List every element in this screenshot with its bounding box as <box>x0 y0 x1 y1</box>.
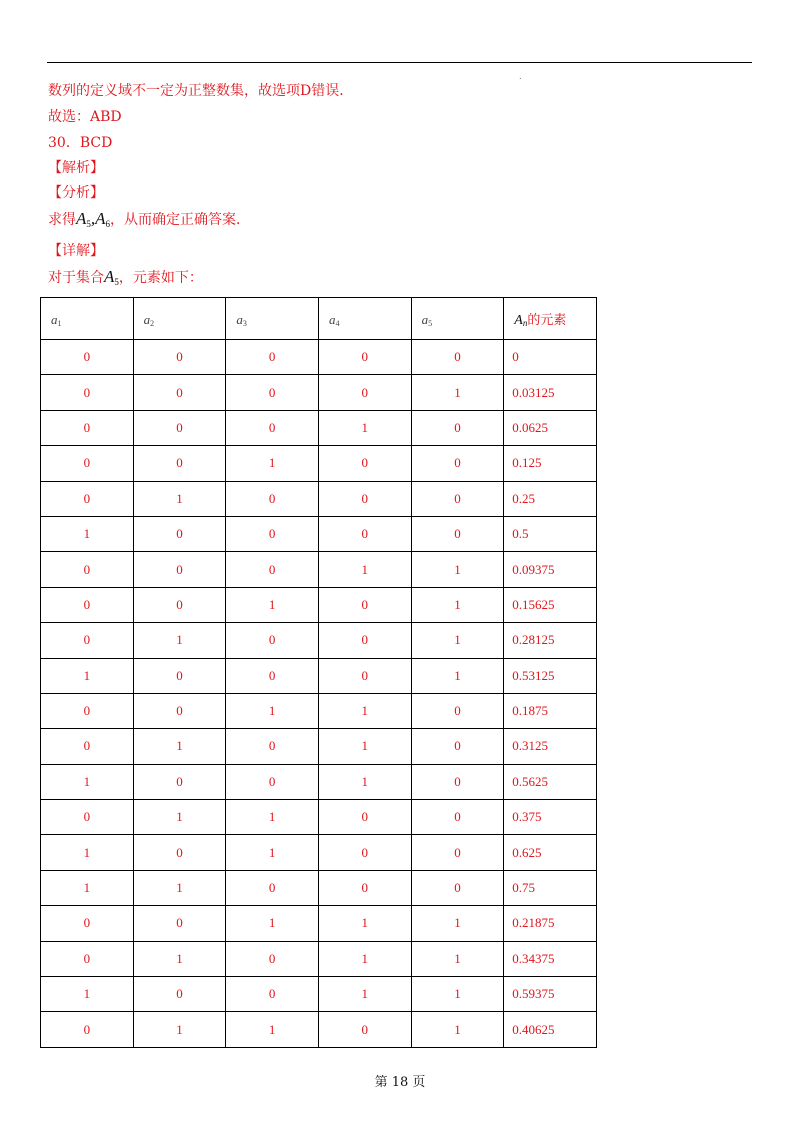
text-line-8 <box>48 268 203 291</box>
text-line-6-start: 求得 <box>48 212 76 228</box>
table-cell-digit: 1 <box>133 941 226 976</box>
table-cell-digit: 0 <box>318 516 411 551</box>
table-body <box>41 340 597 1048</box>
table-cell-digit: 0 <box>133 764 226 799</box>
table-cell-digit: 1 <box>226 800 319 835</box>
table-cell-value: 0.21875 <box>504 906 597 941</box>
text-line-3: 30．BCD <box>48 135 113 151</box>
table-cell-digit: 1 <box>411 1012 504 1047</box>
table-cell-digit: 1 <box>226 446 319 481</box>
table-cell-digit: 1 <box>318 764 411 799</box>
table-cell-digit: 1 <box>133 481 226 516</box>
table-cell-digit: 0 <box>411 446 504 481</box>
table-cell-digit: 0 <box>318 340 411 375</box>
table-cell-value: 0.25 <box>504 481 597 516</box>
table-row <box>41 375 597 410</box>
table-cell-digit: 1 <box>318 693 411 728</box>
table-cell-digit: 0 <box>226 375 319 410</box>
table-row <box>41 977 597 1012</box>
table-cell-digit: 0 <box>41 552 134 587</box>
table-cell-digit: 0 <box>41 587 134 622</box>
table-cell-digit: 0 <box>411 729 504 764</box>
table-row <box>41 729 597 764</box>
text-line-1: 数列的定义域不一定为正整数集，故选项D错误． <box>48 83 354 99</box>
table-row <box>41 587 597 622</box>
table-cell-digit: 0 <box>226 729 319 764</box>
table-cell-digit: 1 <box>411 658 504 693</box>
table-row <box>41 906 597 941</box>
table-cell-value: 0.75 <box>504 870 597 905</box>
table-cell-digit: 0 <box>41 800 134 835</box>
table-cell-digit: 0 <box>226 764 319 799</box>
table-cell-value: 0.28125 <box>504 623 597 658</box>
table-cell-digit: 1 <box>226 906 319 941</box>
table-cell-digit: 0 <box>411 410 504 445</box>
table-cell-digit: 1 <box>41 516 134 551</box>
table-row <box>41 410 597 445</box>
table-cell-digit: 1 <box>133 800 226 835</box>
table-cell-value: 0.09375 <box>504 552 597 587</box>
table-cell-digit: 0 <box>41 410 134 445</box>
header-a3: $a_3$ <box>226 298 319 340</box>
header-dot: . <box>519 72 522 81</box>
text-line-6 <box>48 210 250 233</box>
table-header-row <box>41 298 597 340</box>
math-comma: , <box>90 209 96 228</box>
text-line-8-end: ，元素如下： <box>118 270 203 286</box>
table-cell-digit: 0 <box>411 693 504 728</box>
table-cell-digit: 1 <box>411 552 504 587</box>
table-cell-digit: 1 <box>318 977 411 1012</box>
table-cell-value: 0.40625 <box>504 1012 597 1047</box>
table-cell-digit: 0 <box>411 764 504 799</box>
table-cell-digit: 0 <box>226 941 319 976</box>
table-cell-value: 0 <box>504 340 597 375</box>
table-cell-digit: 0 <box>226 340 319 375</box>
table-cell-digit: 1 <box>133 870 226 905</box>
table-cell-digit: 0 <box>411 800 504 835</box>
table-cell-digit: 0 <box>133 693 226 728</box>
table-cell-digit: 0 <box>41 340 134 375</box>
table-cell-digit: 0 <box>318 587 411 622</box>
table-row <box>41 764 597 799</box>
table-cell-value: 0.125 <box>504 446 597 481</box>
table-cell-digit: 1 <box>133 729 226 764</box>
table-row <box>41 1012 597 1047</box>
table-cell-digit: 0 <box>226 516 319 551</box>
table-cell-digit: 0 <box>318 481 411 516</box>
math-A6: $A_6$ <box>95 209 111 229</box>
table-cell-digit: 0 <box>133 516 226 551</box>
text-line-5: 【分析】 <box>48 185 104 201</box>
table-cell-digit: 1 <box>318 906 411 941</box>
table-cell-digit: 0 <box>133 375 226 410</box>
table-cell-digit: 1 <box>133 1012 226 1047</box>
table-cell-digit: 0 <box>133 340 226 375</box>
table-cell-digit: 0 <box>226 623 319 658</box>
table-cell-digit: 0 <box>41 623 134 658</box>
table-row <box>41 516 597 551</box>
table-row <box>41 658 597 693</box>
table-cell-digit: 1 <box>41 870 134 905</box>
table-row <box>41 340 597 375</box>
table-cell-digit: 1 <box>318 410 411 445</box>
table-cell-digit: 0 <box>411 481 504 516</box>
table-cell-value: 0.59375 <box>504 977 597 1012</box>
table-cell-digit: 1 <box>133 623 226 658</box>
table-cell-digit: 0 <box>411 516 504 551</box>
header-An-elements: $A_n$的元素 <box>504 298 597 340</box>
table-cell-digit: 1 <box>411 587 504 622</box>
table-cell-digit: 0 <box>41 375 134 410</box>
table-cell-digit: 1 <box>318 941 411 976</box>
table-cell-digit: 0 <box>41 693 134 728</box>
table-cell-digit: 1 <box>41 977 134 1012</box>
table-cell-digit: 0 <box>411 340 504 375</box>
table-row <box>41 941 597 976</box>
table-cell-digit: 0 <box>133 977 226 1012</box>
table-cell-digit: 0 <box>133 658 226 693</box>
table-cell-digit: 0 <box>226 552 319 587</box>
table-cell-digit: 0 <box>411 835 504 870</box>
table-cell-digit: 1 <box>411 977 504 1012</box>
table-cell-value: 0.0625 <box>504 410 597 445</box>
table-cell-digit: 1 <box>411 623 504 658</box>
math-A5-set: $A_5$ <box>104 267 119 287</box>
table-cell-digit: 0 <box>133 587 226 622</box>
table-row <box>41 800 597 835</box>
table-row <box>41 693 597 728</box>
table-cell-value: 0.15625 <box>504 587 597 622</box>
table-cell-digit: 0 <box>226 870 319 905</box>
table-cell-digit: 1 <box>41 835 134 870</box>
table-cell-digit: 0 <box>226 410 319 445</box>
table-cell-value: 0.3125 <box>504 729 597 764</box>
table-cell-digit: 0 <box>226 977 319 1012</box>
table-cell-digit: 0 <box>41 941 134 976</box>
table-cell-digit: 0 <box>318 800 411 835</box>
table-cell-digit: 0 <box>41 729 134 764</box>
header-a2: $a_2$ <box>133 298 226 340</box>
table-row <box>41 552 597 587</box>
table-cell-digit: 1 <box>411 375 504 410</box>
header-a1: $a_1$ <box>41 298 134 340</box>
table-cell-value: 0.34375 <box>504 941 597 976</box>
table-cell-digit: 1 <box>226 587 319 622</box>
header-rule <box>47 62 752 63</box>
table-cell-digit: 0 <box>41 446 134 481</box>
table-cell-digit: 1 <box>226 835 319 870</box>
table-cell-digit: 0 <box>41 481 134 516</box>
table-cell-digit: 1 <box>318 729 411 764</box>
table-cell-digit: 1 <box>41 764 134 799</box>
text-line-8-start: 对于集合 <box>48 270 104 286</box>
table-row <box>41 446 597 481</box>
table-cell-value: 0.03125 <box>504 375 597 410</box>
header-a4: $a_4$ <box>318 298 411 340</box>
text-line-2: 故选：ABD <box>48 109 122 125</box>
math-A5: $A_5$ <box>76 209 91 229</box>
table-cell-digit: 0 <box>133 906 226 941</box>
table-cell-digit: 0 <box>318 658 411 693</box>
table-cell-digit: 0 <box>226 481 319 516</box>
table-cell-digit: 1 <box>318 552 411 587</box>
table-row <box>41 623 597 658</box>
table-cell-digit: 0 <box>41 1012 134 1047</box>
table-cell-digit: 0 <box>318 835 411 870</box>
table-cell-digit: 0 <box>318 446 411 481</box>
table-cell-digit: 0 <box>133 410 226 445</box>
table-cell-value: 0.1875 <box>504 693 597 728</box>
text-line-4: 【解析】 <box>48 160 104 176</box>
text-line-7: 【详解】 <box>48 243 104 259</box>
table-cell-value: 0.5625 <box>504 764 597 799</box>
table-cell-digit: 1 <box>226 693 319 728</box>
table-cell-value: 0.375 <box>504 800 597 835</box>
table-cell-digit: 0 <box>411 870 504 905</box>
table-row <box>41 481 597 516</box>
table-cell-value: 0.53125 <box>504 658 597 693</box>
table-cell-digit: 0 <box>133 835 226 870</box>
table-cell-digit: 0 <box>318 375 411 410</box>
table-cell-value: 0.5 <box>504 516 597 551</box>
table-cell-digit: 1 <box>41 658 134 693</box>
table-row <box>41 835 597 870</box>
page-footer: 第 18 页 <box>374 1075 426 1090</box>
table-cell-digit: 0 <box>226 658 319 693</box>
table-cell-digit: 0 <box>318 1012 411 1047</box>
header-a5: $a_5$ <box>411 298 504 340</box>
table-cell-digit: 0 <box>41 906 134 941</box>
table-cell-digit: 0 <box>133 446 226 481</box>
table-cell-value: 0.625 <box>504 835 597 870</box>
elements-table <box>40 297 597 1048</box>
table-cell-digit: 0 <box>133 552 226 587</box>
table-cell-digit: 0 <box>318 870 411 905</box>
table-cell-digit: 1 <box>411 906 504 941</box>
text-line-6-end: ，从而确定正确答案． <box>110 212 251 228</box>
table-cell-digit: 0 <box>318 623 411 658</box>
table-cell-digit: 1 <box>411 941 504 976</box>
table-cell-digit: 1 <box>226 1012 319 1047</box>
table-row <box>41 870 597 905</box>
